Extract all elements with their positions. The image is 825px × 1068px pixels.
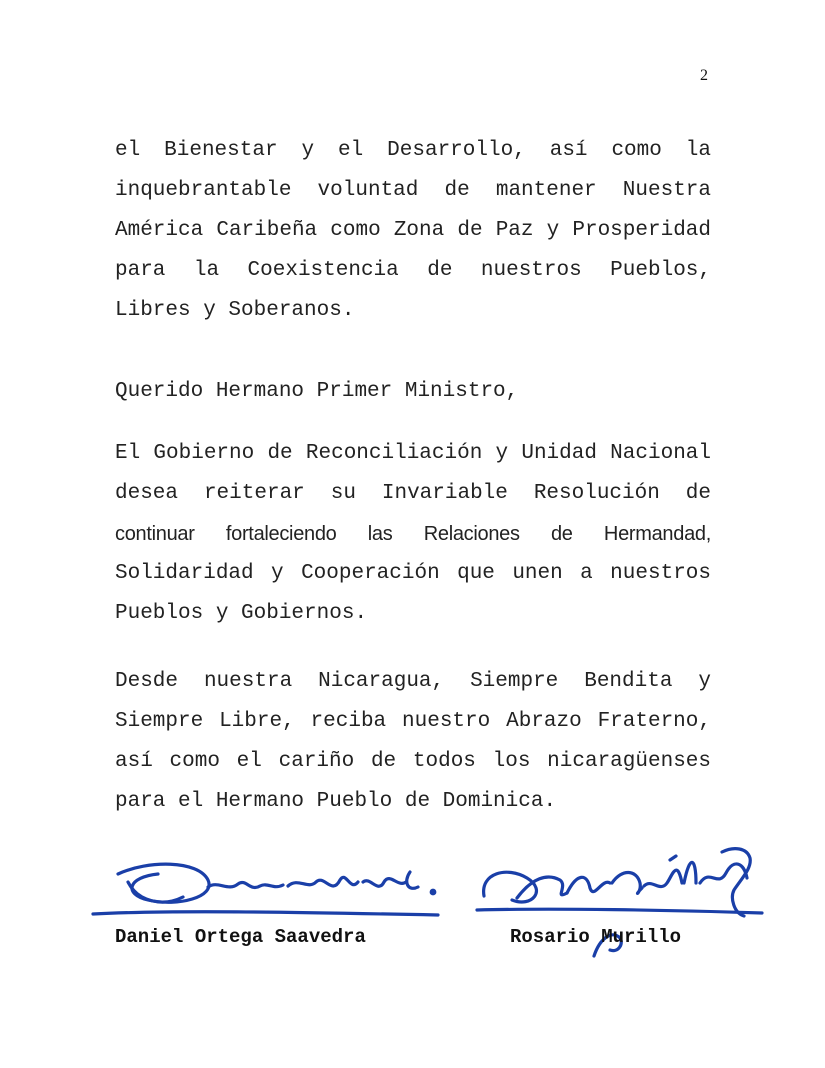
signatory-name-ortega: Daniel Ortega Saavedra: [115, 926, 366, 948]
greeting: Querido Hermano Primer Ministro,: [115, 380, 519, 403]
paragraph-bienestar: [115, 131, 711, 331]
text-line: Solidaridad y Cooperación que unen a nuestros: [115, 562, 711, 585]
signatory-name-murillo: Rosario Murillo: [510, 926, 682, 948]
text-line: El Gobierno de Reconciliación y Unidad Nacional: [115, 442, 711, 465]
signature-rosario-murillo: [472, 838, 772, 968]
text-line: Pueblos y Gobiernos.: [115, 602, 368, 625]
text-line: el Bienestar y el Desarrollo, así como la: [115, 139, 711, 162]
text-line: para la Coexistencia de nuestros Pueblos,: [115, 259, 711, 282]
signature-daniel-ortega: [88, 852, 448, 927]
text-line: para el Hermano Pueblo de Dominica.: [115, 790, 557, 813]
text-line: América Caribeña como Zona de Paz y Prosperidad: [115, 219, 711, 242]
text-line: así como el cariño de todos los nicaragüenses: [115, 750, 711, 773]
text-line: Desde nuestra Nicaragua, Siempre Bendita y: [115, 670, 711, 693]
text-line: continuar fortaleciendo las Relaciones de Hermandad,: [115, 523, 711, 545]
paragraph-gobierno: [115, 434, 711, 634]
text-line: Siempre Libre, reciba nuestro Abrazo Fraterno,: [115, 710, 711, 733]
paragraph-nicaragua: [115, 662, 711, 822]
page-number: 2: [700, 67, 708, 84]
text-line: desea reiterar su Invariable Resolución de: [115, 482, 711, 505]
text-line: Libres y Soberanos.: [115, 299, 355, 322]
text-line: inquebrantable voluntad de mantener Nuestra: [115, 179, 711, 202]
